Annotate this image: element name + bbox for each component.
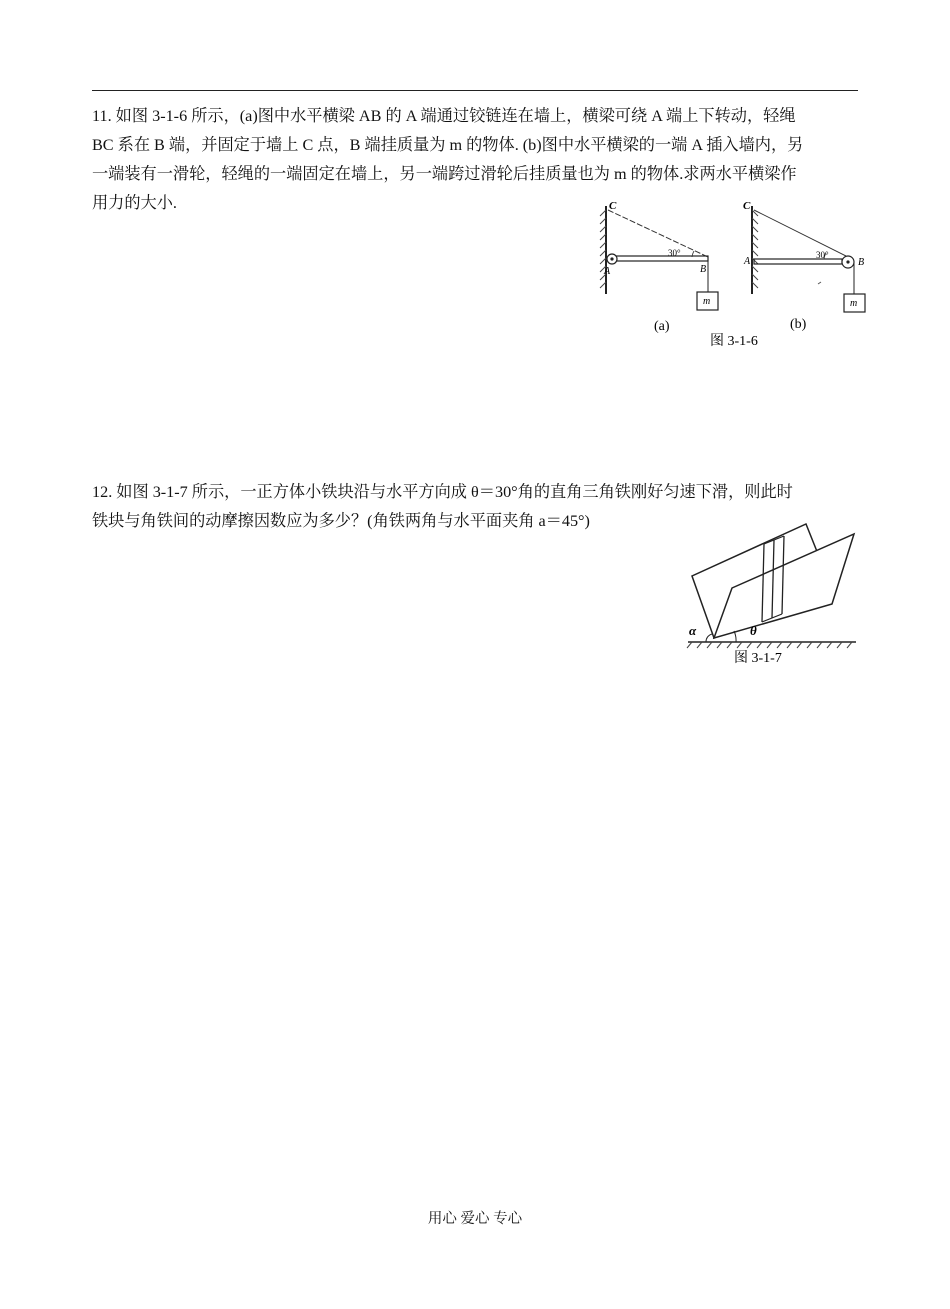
label-c-b: C: [743, 200, 751, 212]
question-12-line: 铁块与角铁间的动摩擦因数应为多少？(角铁两角与水平面夹角 a＝45°): [92, 512, 590, 530]
question-11-line: 一端装有一滑轮，轻绳的一端固定在墙上，另一端跨过滑轮后挂质量也为 m 的物体.求两水平横梁作: [92, 165, 797, 183]
theta-label: θ: [750, 623, 757, 638]
question-11-line: 用力的大小.: [92, 194, 177, 212]
question-12-line: 12. 如图 3-1-7 所示，一正方体小铁块沿与水平方向成 θ＝30°角的直角三角铁刚好匀速下滑，则此时: [92, 483, 793, 501]
subfigure-b-label: (b): [790, 317, 807, 332]
angle-label-a: 30°: [668, 248, 681, 258]
figure-3-1-6: [596, 198, 866, 354]
mass-label-b: m: [850, 298, 858, 309]
label-b-b: B: [858, 257, 865, 268]
figure-caption: 图 3-1-6: [710, 334, 758, 349]
question-11-line: 11. 如图 3-1-6 所示，(a)图中水平横梁 AB 的 A 端通过铰链连在墙上，横梁可绕 A 端上下转动，轻绳: [92, 107, 796, 125]
page-footer: 用心 爱心 专心: [427, 1211, 523, 1227]
mass-label-a: m: [703, 296, 711, 307]
label-a-a: A: [604, 266, 611, 277]
label-c-a: C: [609, 200, 617, 212]
figure-3-1-7: [684, 518, 862, 670]
label-a-b: A: [744, 256, 751, 267]
figure-caption: 图 3-1-7: [734, 651, 782, 666]
question-11-line: BC 系在 B 端，并固定于墙上 C 点，B 端挂质量为 m 的物体. (b)图中水平横梁的一端 A 插入墙内，另: [92, 136, 804, 154]
label-b-a: B: [700, 264, 707, 275]
alpha-label: α: [689, 623, 697, 638]
angle-label-b: 30°: [816, 250, 829, 260]
header-rule: [92, 90, 858, 91]
subfigure-a-label: (a): [654, 319, 670, 334]
